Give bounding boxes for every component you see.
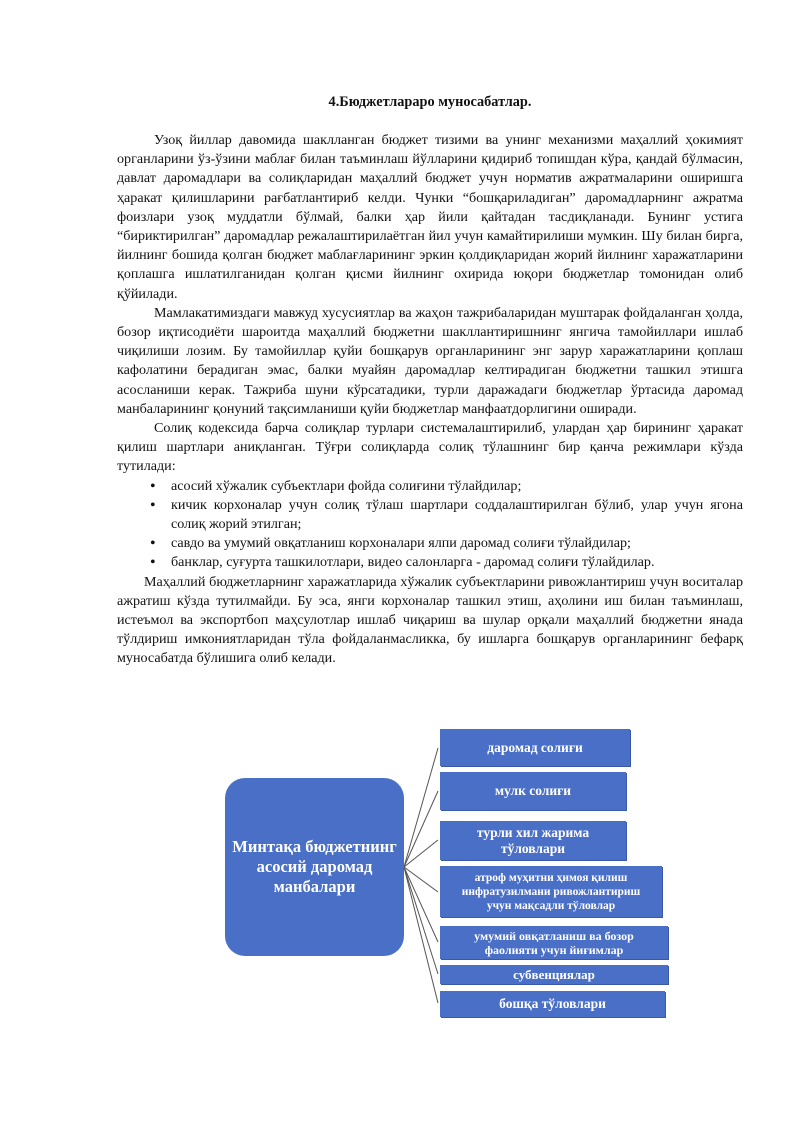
source-label: тўловлари [500, 840, 566, 856]
source-box-subventions [440, 965, 668, 984]
connector-line [404, 867, 438, 1003]
source-box-property-tax [440, 772, 626, 810]
connector-line [404, 867, 438, 942]
source-box-other-payments [440, 991, 665, 1017]
source-label: субвенциялар [513, 967, 595, 982]
source-label: мулк солиғи [494, 783, 572, 798]
connector-line [404, 748, 438, 867]
source-box-environment [440, 866, 662, 917]
list-item: • банклар, суғурта ташкилотлари, видео салонларга - даромад солиғи тўлайдилар. [117, 553, 743, 572]
source-box-income-tax [440, 729, 630, 766]
list-item: • кичик корхоналар учун солиқ тўлаш шартлари соддалаштирилган бўлиб, улар учун ягона солиқ жорий этилган; [117, 496, 743, 534]
source-label: инфратузилмани ривожлантириш [461, 885, 641, 898]
source-label: умумий овқатланиш ва бозор [474, 928, 634, 943]
source-label: даромад солиғи [487, 739, 583, 755]
main-box-line: даромад манбалари [273, 857, 373, 896]
main-revenue-box [225, 778, 404, 956]
list-item: • савдо ва умумий овқатланиш корхоналари ялпи даромад солиғи тўлайдилар; [117, 534, 743, 553]
connector-line [404, 867, 438, 974]
connector-line [404, 840, 438, 867]
source-label: атроф муҳитни ҳимоя қилиш [474, 871, 628, 884]
source-label: фаолияти учун йиғимлар [484, 942, 624, 957]
paragraph-2: Мамлакатимиздаги мавжуд хусусиятлар ва жаҳон тажрибаларидан муштарак фойдаланган ҳолда, бозор иқтисодиёти шароитда маҳаллий бюджетни шакллантиришнинг янгича тамойиллари ишлаб чиқилиши лозим. Бу тамойиллар қуйи бошқарув органларининг энг зарур харажатларини қоплаш кафолатини берадиган эмас, балки муайян даромадлар келтирадиган бюджетни ташкил этишга асосланиши керак. Тажриба шуни кўрсатадики, турли даражадаги бюджетлар ўртасида даромад манбаларининг қонуний тақсимланиши қуйи бюджетлар манфаатдорлигини оширади. [117, 304, 743, 417]
source-label: турли хил жарима [476, 824, 590, 840]
paragraph-1: Узоқ йиллар давомида шаклланган бюджет тизими ва унинг механизми маҳаллий ҳокимият органларини ўз-ўзини маблағ билан таъминлаш йўлларини қидириб топишдан кўра, қандай бўлмасин, давлат даромадлари ва солиқларидан маҳаллий бюджет учун норматив ажратмаларини оширишга ҳаракат қилишларини рағбатлантириб келди. Чунки “бошқариладиган” даромадларнинг ажратма фоизлари узоқ муддатли бўлмай, балки ҳар йили қайтадан тасдиқланади. Бунинг устига “бириктирилган” даромадлар режалаштирилаётган йил учун камайтирилиши мумкин. Шу билан бирга, йилнинг бошида қолган бюджет маблағларининг эркин қолдиқларидан жорий йилнинг харажатларини қоплашга ишлатилганидан қолган қисми йилнинг охирида юқори бюджетлар томонидан олиб қўйилади. [117, 132, 743, 302]
paragraph-closing: Маҳаллий бюджетларнинг харажатларида хўжалик субъектларини ривожлантириш учун воситалар ажратиш кўзда тутилмайди. Бу эса, янги корхоналар ташкил этиш, аҳолини иш билан таъминлаш, истеъмол ва экспортбоп маҳсулотлар ишлаб чиқариш ва шулар орқали маҳаллий бюджетни янада тўлдириш имкониятларидан тўла фойдаланмасликка, бу ишларга бошқарув органларининг бефарқ муносабатда бўлишига олиб келади. [117, 573, 743, 667]
section-title: 4.Бюджетлараро муносабатлар. [328, 94, 532, 110]
source-label: бошқа тўловлари [499, 996, 606, 1011]
source-label: учун мақсадли тўловлар [486, 899, 616, 912]
tax-regime-list [117, 477, 743, 573]
paragraph-3: Солиқ кодексида барча солиқлар турлари системалаштирилиб, улардан ҳар бирининг ҳаракат қилиш шартлари аниқланган. Тўғри солиқларда солиқ тўлашнинг бир қанча режимлари кўзда тутилади: [117, 420, 743, 475]
connector-line [404, 791, 438, 867]
source-box-fines [440, 821, 626, 860]
source-box-catering-fees [440, 926, 668, 959]
main-box-line: бюджетнинг асосий [256, 837, 397, 876]
connector-line [404, 867, 438, 892]
main-box-line: Минтақа [232, 837, 302, 856]
list-item: • асосий хўжалик субъектлари фойда солиғини тўлайдилар; [117, 477, 743, 496]
document-body [117, 131, 743, 669]
